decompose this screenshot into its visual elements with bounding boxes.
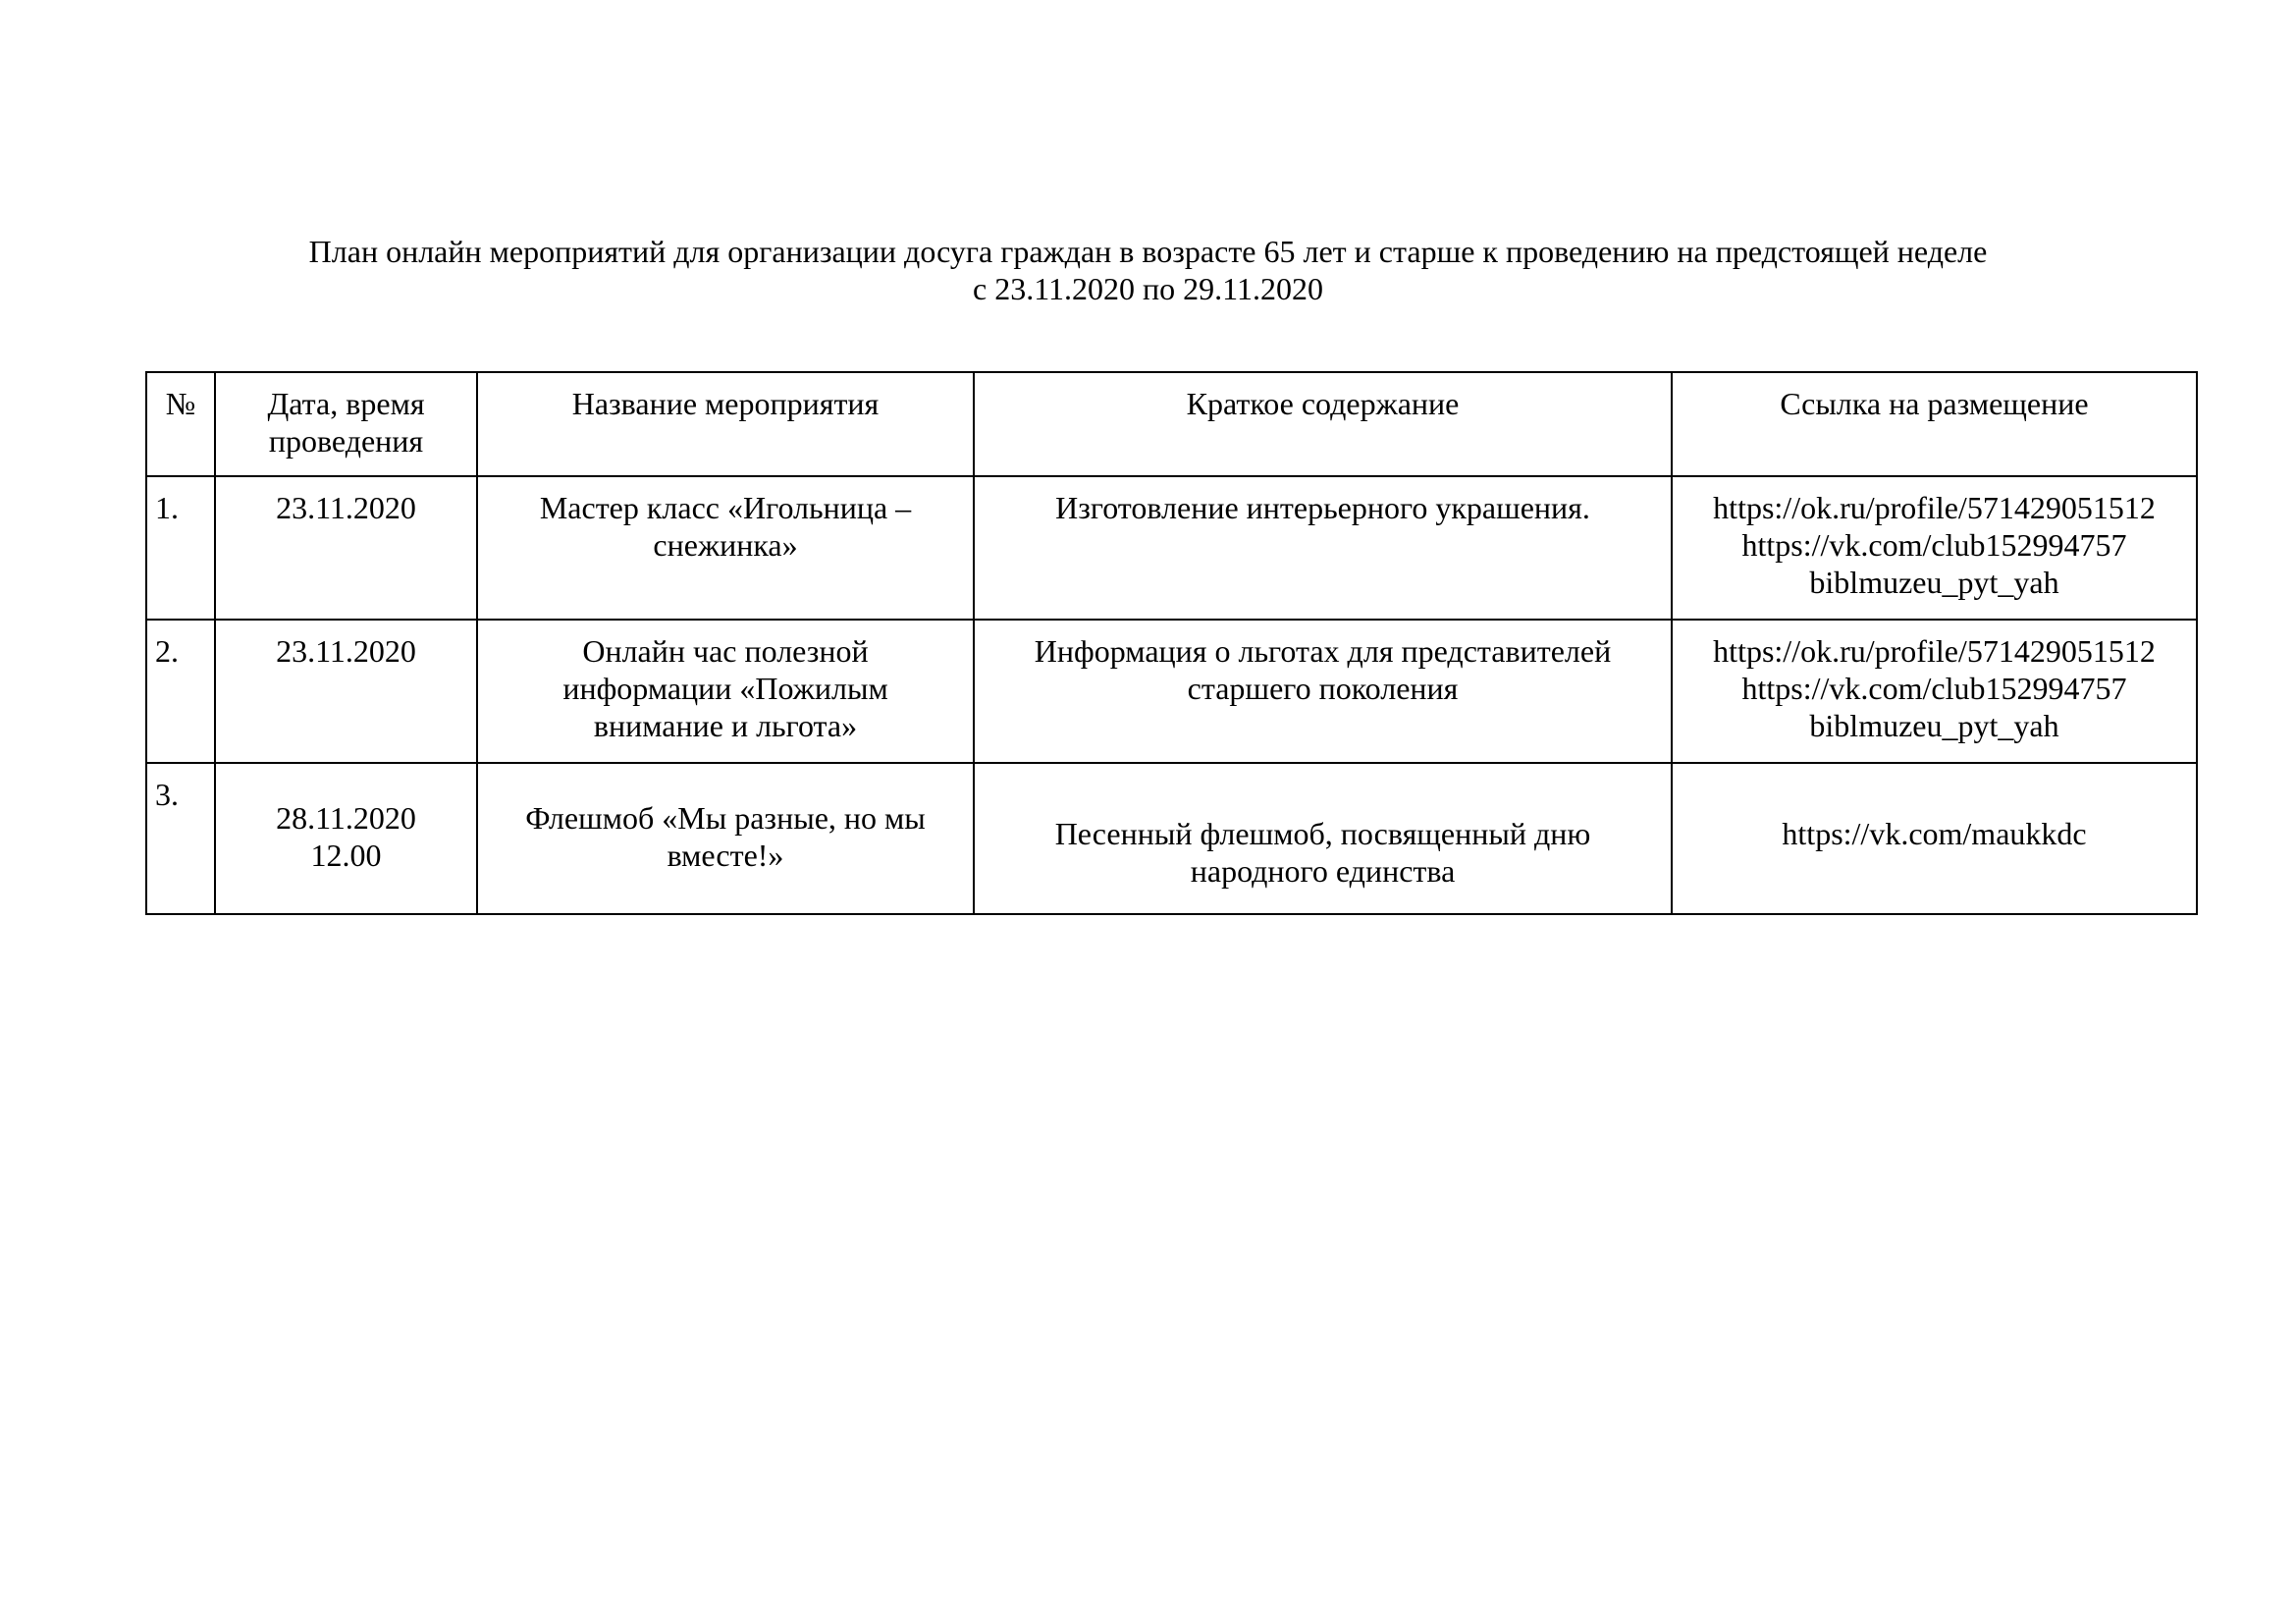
link-instagram[interactable]: biblmuzeu_pyt_yah [1809,565,2059,600]
link-vk[interactable]: https://vk.com/club152994757 [1741,527,2127,563]
row-link [1672,620,2197,763]
table-row [146,763,2197,914]
row-summary-line-1: Песенный флешмоб, посвященный дню [1054,816,1591,851]
table-row [146,476,2197,620]
row-date-line-2: 12.00 [310,838,382,873]
row-name-line-2: информации «Пожилым [562,671,888,706]
row-date-line-1: 28.11.2020 [276,800,416,836]
row-num: 3. [146,763,215,914]
header-date-line-1: Дата, время [267,386,425,421]
row-summary-line-1: Изготовление интерьерного украшения. [1055,490,1590,525]
row-summary [974,763,1672,914]
table-header-row [146,372,2197,476]
row-num: 1. [146,476,215,620]
row-link [1672,476,2197,620]
row-summary [974,476,1672,620]
row-date [215,620,477,763]
row-name-line-3: внимание и льгота» [593,708,858,743]
row-name-line-2: снежинка» [653,527,798,563]
events-table [145,371,2198,915]
header-date-line-2: проведения [268,423,424,459]
link-ok[interactable]: https://ok.ru/profile/571429051512 [1713,633,2156,669]
row-date [215,763,477,914]
row-date-line-1: 23.11.2020 [276,633,416,669]
link-instagram[interactable]: biblmuzeu_pyt_yah [1809,708,2059,743]
header-name: Название мероприятия [477,372,974,476]
row-date [215,476,477,620]
row-name [477,476,974,620]
row-summary-line-1: Информация о льготах для представителей [1034,633,1612,669]
row-summary-line-2: народного единства [1190,853,1456,889]
row-summary-line-2: старшего поколения [1187,671,1459,706]
row-link [1672,763,2197,914]
header-summary: Краткое содержание [974,372,1672,476]
header-link: Ссылка на размещение [1672,372,2197,476]
table-row [146,620,2197,763]
title-line-1: План онлайн мероприятий для организации досуга граждан в возрасте 65 лет и старше к проведению на предстоящей неделе [308,234,1988,269]
row-num: 2. [146,620,215,763]
row-name-line-2: вместе!» [667,838,784,873]
row-date-line-1: 23.11.2020 [276,490,416,525]
link-vk[interactable]: https://vk.com/club152994757 [1741,671,2127,706]
row-name-line-1: Флешмоб «Мы разные, но мы [525,800,926,836]
row-name-line-1: Мастер класс «Игольница – [539,490,912,525]
row-name [477,763,974,914]
document-title [0,233,2296,307]
row-name [477,620,974,763]
row-summary [974,620,1672,763]
link-ok[interactable]: https://ok.ru/profile/571429051512 [1713,490,2156,525]
row-name-line-1: Онлайн час полезной [582,633,869,669]
header-date [215,372,477,476]
link-vk[interactable]: https://vk.com/maukkdc [1782,816,2087,851]
title-line-2: с 23.11.2020 по 29.11.2020 [973,271,1323,306]
header-num: № [146,372,215,476]
